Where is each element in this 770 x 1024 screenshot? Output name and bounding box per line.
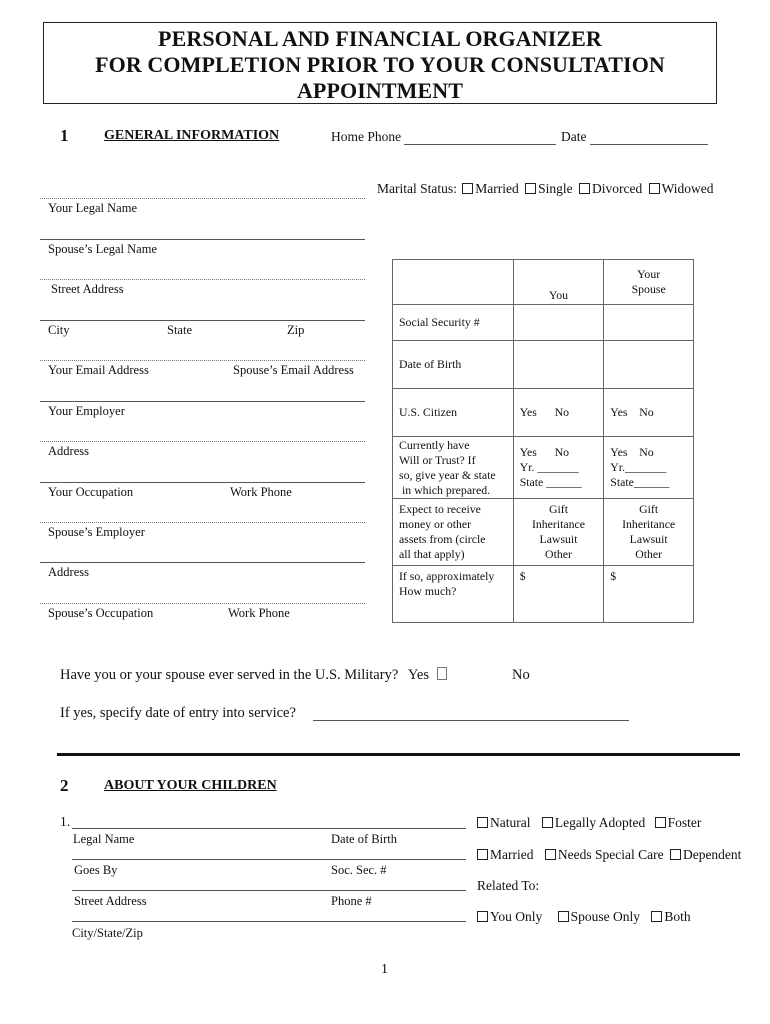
- you-only-label: You Only: [490, 909, 543, 924]
- military-yes-checkbox[interactable]: [437, 667, 447, 680]
- child-phone-label: Phone #: [331, 894, 372, 908]
- special-care-checkbox[interactable]: [545, 849, 556, 860]
- married-child-checkbox[interactable]: [477, 849, 488, 860]
- spouse-work-phone-label: Work Phone: [228, 606, 290, 620]
- title-line-2: FOR COMPLETION PRIOR TO YOUR CONSULTATION: [95, 52, 665, 77]
- marital-status-row: [377, 181, 714, 197]
- foster-label: Foster: [667, 815, 702, 830]
- expect-label-line: assets from (circle: [399, 532, 486, 546]
- table-row: [393, 566, 694, 623]
- section-1-number: 1: [60, 126, 69, 145]
- dependent-label: Dependent: [682, 847, 742, 862]
- home-phone-label: Home Phone: [331, 129, 402, 144]
- will-spouse-year: Yr._______: [610, 460, 667, 474]
- both-checkbox[interactable]: [651, 911, 662, 922]
- option-inheritance: Inheritance: [622, 517, 676, 531]
- title-line-3: APPOINTMENT: [296, 78, 464, 103]
- ssn-spouse-cell[interactable]: [604, 305, 694, 341]
- child-legal-name-field[interactable]: [72, 828, 466, 829]
- how-much-label: [393, 566, 514, 623]
- will-label-line: Currently have: [399, 437, 470, 452]
- natural-label: Natural: [490, 815, 531, 830]
- widowed-option-label: Widowed: [661, 181, 714, 196]
- state-label: State: [167, 323, 192, 337]
- dob-you-cell[interactable]: [513, 341, 604, 389]
- child-number: 1.: [60, 814, 71, 829]
- legally-adopted-label: Legally Adopted: [554, 815, 646, 830]
- spouse-employer-field[interactable]: [40, 522, 365, 523]
- married-option-label: Married: [475, 181, 519, 196]
- table-row: [393, 389, 694, 437]
- spouse-occupation-field[interactable]: [40, 603, 365, 604]
- personal-info-table: [392, 259, 694, 623]
- you-only-checkbox[interactable]: [477, 911, 488, 922]
- expect-label-line: all that apply): [399, 547, 465, 561]
- your-legal-name-field[interactable]: [40, 198, 365, 199]
- military-yes-label: Yes: [407, 667, 429, 683]
- spouse-employer-address-field[interactable]: [40, 562, 365, 563]
- expect-label-line: Expect to receive: [399, 502, 481, 516]
- option-lawsuit: Lawsuit: [539, 532, 578, 546]
- spouse-only-label: Spouse Only: [570, 909, 641, 924]
- table-header-blank: [393, 260, 514, 305]
- option-gift: Gift: [639, 502, 659, 516]
- zip-label: Zip: [287, 323, 305, 337]
- expect-spouse-options[interactable]: [604, 499, 694, 566]
- section-1-heading: GENERAL INFORMATION: [104, 128, 280, 143]
- how-much-label-line: If so, approximately: [399, 569, 495, 583]
- city-label: City: [48, 323, 70, 337]
- your-legal-name-label: Your Legal Name: [48, 201, 137, 215]
- employer-address-field[interactable]: [40, 441, 365, 442]
- section-2-heading: ABOUT YOUR CHILDREN: [104, 778, 277, 793]
- marital-status-label: Marital Status:: [377, 181, 457, 196]
- title-line-1: PERSONAL AND FINANCIAL ORGANIZER: [158, 26, 602, 51]
- header-spouse-line-2: Spouse: [631, 282, 666, 296]
- child-status-options: [477, 847, 741, 863]
- how-much-you-cell[interactable]: $: [513, 566, 604, 623]
- child-street-address-label: Street Address: [74, 894, 147, 908]
- title-box: [43, 22, 717, 104]
- child-city-state-zip-label: City/State/Zip: [72, 926, 143, 940]
- your-employer-field[interactable]: [40, 401, 365, 402]
- date-field[interactable]: [590, 144, 708, 145]
- section-divider: [57, 753, 740, 756]
- dependent-checkbox[interactable]: [670, 849, 681, 860]
- how-much-spouse-cell[interactable]: $: [604, 566, 694, 623]
- will-label-line: so, give year & state: [399, 467, 496, 482]
- will-label-line: in which prepared.: [399, 482, 491, 497]
- header-you: You: [513, 260, 604, 305]
- table-row: [393, 437, 694, 499]
- child-legal-name-label: Legal Name: [73, 832, 135, 846]
- citizen-spouse-options[interactable]: Yes No: [604, 389, 694, 437]
- will-spouse-state: State______: [610, 475, 670, 489]
- spouse-occupation-label: Spouse’s Occupation: [48, 606, 154, 620]
- city-state-zip-field[interactable]: [40, 320, 365, 321]
- email-field[interactable]: [40, 360, 365, 361]
- related-options: [477, 909, 691, 925]
- ssn-you-cell[interactable]: [513, 305, 604, 341]
- military-no-label[interactable]: No: [512, 667, 530, 683]
- special-care-label: Needs Special Care: [557, 847, 664, 862]
- option-lawsuit: Lawsuit: [629, 532, 668, 546]
- option-other: Other: [545, 547, 572, 561]
- header-spouse-line-1: Your: [637, 267, 661, 281]
- entry-date-field[interactable]: [313, 720, 629, 721]
- child-soc-sec-label: Soc. Sec. #: [331, 863, 387, 877]
- spouse-employer-address-label: Address: [48, 565, 89, 579]
- spouse-employer-label: Spouse’s Employer: [48, 525, 145, 539]
- employer-address-label: Address: [48, 444, 89, 458]
- spouse-only-checkbox[interactable]: [558, 911, 569, 922]
- related-to-label: Related To:: [477, 878, 540, 893]
- child-goes-by-field[interactable]: [72, 859, 466, 860]
- foster-checkbox[interactable]: [655, 817, 666, 828]
- table-row: [393, 305, 694, 341]
- will-you-yes-no: Yes No: [519, 445, 569, 459]
- page-number: 1: [381, 962, 388, 977]
- will-label-line: Will or Trust? If: [399, 452, 476, 467]
- table-row: [393, 341, 694, 389]
- expect-label: [393, 499, 514, 566]
- military-question-row: [60, 667, 449, 684]
- your-occupation-field[interactable]: [40, 482, 365, 483]
- date-label: Date: [561, 129, 587, 144]
- spouse-email-label: Spouse’s Email Address: [233, 363, 354, 377]
- citizen-you-options[interactable]: Yes No: [513, 389, 604, 437]
- option-gift: Gift: [548, 502, 568, 516]
- table-row: [393, 499, 694, 566]
- will-spouse-cell[interactable]: [604, 437, 694, 499]
- your-employer-label: Your Employer: [48, 404, 125, 418]
- expect-you-options[interactable]: [513, 499, 604, 566]
- expect-label-line: money or other: [399, 517, 472, 531]
- option-other: Other: [635, 547, 663, 561]
- widowed-checkbox[interactable]: [649, 183, 660, 194]
- section-2-number: 2: [60, 776, 69, 795]
- child-type-options: [477, 815, 701, 831]
- child-goes-by-label: Goes By: [74, 863, 118, 877]
- will-spouse-yes-no: Yes No: [610, 445, 654, 459]
- dob-label: Date of Birth: [393, 341, 514, 389]
- spouse-legal-name-label: Spouse’s Legal Name: [48, 242, 158, 256]
- how-much-label-line: How much?: [399, 584, 457, 598]
- street-address-field[interactable]: [40, 279, 365, 280]
- citizen-label: U.S. Citizen: [393, 389, 514, 437]
- both-label: Both: [664, 909, 691, 924]
- child-city-state-zip-field[interactable]: [72, 921, 466, 922]
- natural-checkbox[interactable]: [477, 817, 488, 828]
- divorced-checkbox[interactable]: [579, 183, 590, 194]
- spouse-legal-name-field[interactable]: [40, 239, 365, 240]
- your-email-label: Your Email Address: [48, 363, 149, 377]
- married-child-label: Married: [490, 847, 534, 862]
- will-you-year: Yr. _______: [519, 460, 579, 474]
- single-checkbox[interactable]: [525, 183, 536, 194]
- entry-date-question: If yes, specify date of entry into service?: [60, 705, 296, 721]
- single-option-label: Single: [538, 181, 573, 196]
- your-occupation-label: Your Occupation: [48, 485, 134, 499]
- divorced-option-label: Divorced: [592, 181, 643, 196]
- table-header-row: [393, 260, 694, 305]
- street-address-label: Street Address: [51, 282, 124, 296]
- military-question: Have you or your spouse ever served in the U.S. Military?: [60, 667, 399, 683]
- home-phone-field[interactable]: [404, 144, 556, 145]
- will-label: [393, 437, 514, 499]
- work-phone-label: Work Phone: [230, 485, 292, 499]
- will-you-cell[interactable]: [513, 437, 604, 499]
- legally-adopted-checkbox[interactable]: [542, 817, 553, 828]
- child-street-address-field[interactable]: [72, 890, 466, 891]
- will-you-state: State ______: [519, 475, 582, 489]
- option-inheritance: Inheritance: [531, 517, 586, 531]
- child-dob-label: Date of Birth: [331, 832, 397, 846]
- ssn-label: Social Security #: [393, 305, 514, 341]
- dob-spouse-cell[interactable]: [604, 341, 694, 389]
- header-spouse: [604, 260, 694, 305]
- married-checkbox[interactable]: [462, 183, 473, 194]
